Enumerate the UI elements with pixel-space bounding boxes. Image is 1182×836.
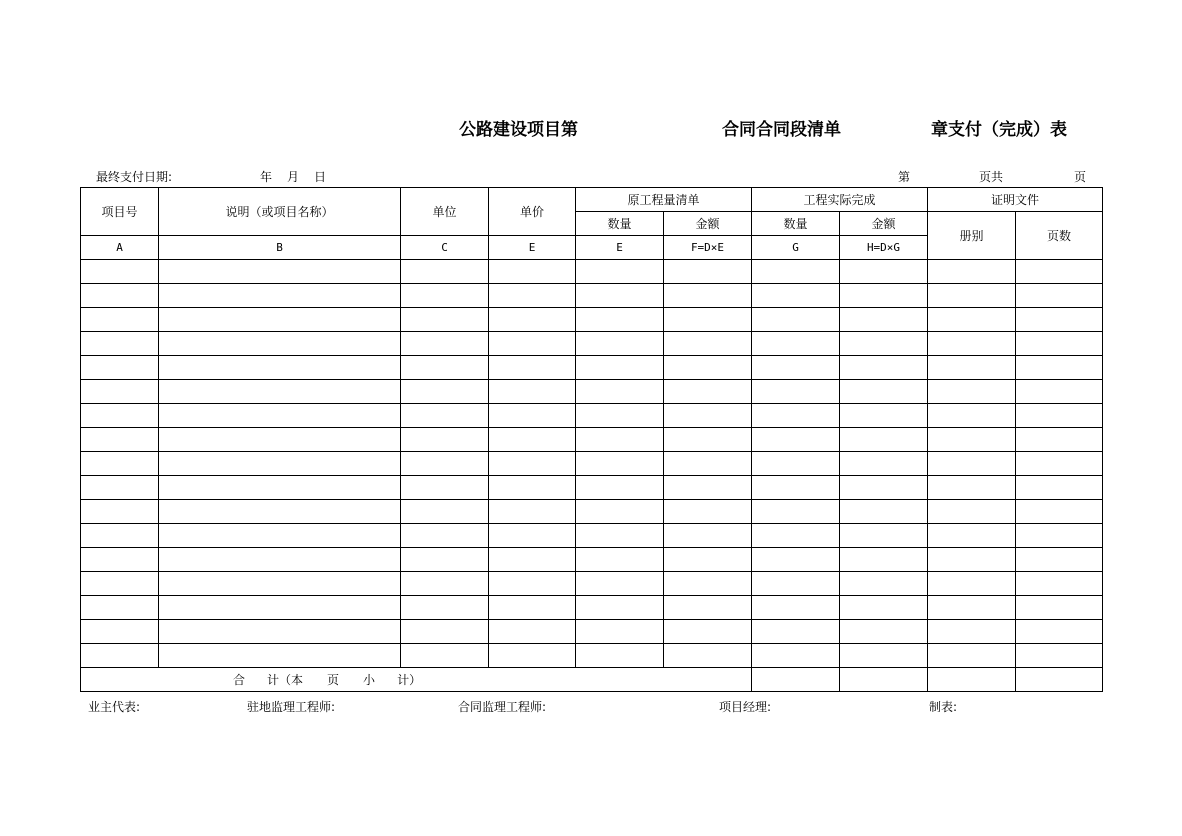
table-cell[interactable] [664,404,752,428]
table-cell[interactable] [840,500,928,524]
table-cell[interactable] [576,260,664,284]
subtotal-text-c2: 计（本 [267,673,304,687]
table-cell[interactable] [928,284,1016,308]
table-cell[interactable] [928,524,1016,548]
subtotal-label [81,668,752,692]
table-cell[interactable] [840,332,928,356]
table-row [81,500,1103,524]
table-cell[interactable] [489,428,576,452]
table-row [81,548,1103,572]
table-cell[interactable] [1016,428,1103,452]
table-cell[interactable] [1016,596,1103,620]
table-cell[interactable] [752,284,840,308]
table-cell[interactable] [928,476,1016,500]
table-cell[interactable] [159,644,401,668]
header-original-bill: 原工程量清单 [576,188,752,212]
table-cell[interactable] [159,308,401,332]
table-cell[interactable] [81,284,159,308]
header-unit-price: 单价 [489,188,576,236]
table-cell[interactable] [1016,476,1103,500]
code-b: B [159,236,401,260]
table-cell[interactable] [489,404,576,428]
table-cell[interactable] [401,644,489,668]
table-cell[interactable] [401,548,489,572]
table-cell[interactable] [664,524,752,548]
table-cell[interactable] [752,476,840,500]
title-part-3: 章支付（完成）表 [931,120,1067,140]
table-cell[interactable] [159,620,401,644]
header-proof-docs: 证明文件 [928,188,1103,212]
subtotal-text-c1: 合 [233,673,246,687]
code-e: E [576,236,664,260]
table-row [81,308,1103,332]
subtotal-text-c5: 计） [397,673,422,687]
table-cell[interactable] [159,524,401,548]
table-cell[interactable] [159,500,401,524]
table-cell[interactable] [840,356,928,380]
table-cell[interactable] [840,644,928,668]
table-cell[interactable] [576,500,664,524]
table-cell[interactable] [81,476,159,500]
table-cell[interactable] [840,260,928,284]
month-label: 月 [287,170,300,184]
day-label: 日 [314,170,327,184]
table-cell[interactable] [840,404,928,428]
table-cell[interactable] [81,356,159,380]
table-cell[interactable] [159,428,401,452]
table-cell[interactable] [928,428,1016,452]
table-cell[interactable] [752,620,840,644]
table-cell[interactable] [1016,308,1103,332]
table-cell[interactable] [928,356,1016,380]
table-cell[interactable] [489,596,576,620]
code-f: F=D×E [664,236,752,260]
table-cell[interactable] [928,260,1016,284]
table-cell[interactable] [576,524,664,548]
table-cell[interactable] [664,596,752,620]
title-part-1: 公路建设项目第 [459,120,578,140]
table-cell[interactable] [489,260,576,284]
header-actual-complete: 工程实际完成 [752,188,928,212]
subtotal-cell[interactable] [1016,668,1103,692]
table-cell[interactable] [1016,644,1103,668]
header-orig-amount: 金额 [664,212,752,236]
table-cell[interactable] [489,284,576,308]
table-cell[interactable] [576,404,664,428]
table-cell[interactable] [752,260,840,284]
table-cell[interactable] [401,452,489,476]
table-cell[interactable] [664,500,752,524]
table-row [81,476,1103,500]
subtotal-cell[interactable] [752,668,840,692]
table-cell[interactable] [840,380,928,404]
table-row [81,380,1103,404]
table-cell[interactable] [401,428,489,452]
resident-engineer-label: 驻地监理工程师: [247,700,336,714]
header-item-no: 项目号 [81,188,159,236]
table-cell[interactable] [664,260,752,284]
contract-engineer-label: 合同监理工程师: [458,700,547,714]
table-cell[interactable] [81,308,159,332]
table-row [81,620,1103,644]
table-cell[interactable] [159,572,401,596]
table-cell[interactable] [664,428,752,452]
date-label: 最终支付日期: [96,170,173,184]
table-cell[interactable] [81,380,159,404]
table-row [81,644,1103,668]
table-cell[interactable] [489,572,576,596]
table-row [81,428,1103,452]
header-actual-qty: 数量 [752,212,840,236]
subtotal-cell[interactable] [928,668,1016,692]
table-cell[interactable] [576,428,664,452]
table-cell[interactable] [81,596,159,620]
code-h: H=D×G [840,236,928,260]
table-cell[interactable] [159,380,401,404]
table-cell[interactable] [81,524,159,548]
table-cell[interactable] [664,308,752,332]
table-cell[interactable] [81,500,159,524]
table-cell[interactable] [576,644,664,668]
table-cell[interactable] [928,332,1016,356]
header-description: 说明（或项目名称） [159,188,401,236]
table-cell[interactable] [664,548,752,572]
table-cell[interactable] [489,476,576,500]
page-number-label: 第 [898,170,911,184]
table-cell[interactable] [840,284,928,308]
header-row-1 [81,188,1103,212]
year-label: 年 [260,170,273,184]
table-row [81,452,1103,476]
table-cell[interactable] [1016,548,1103,572]
table-cell[interactable] [489,524,576,548]
table-cell[interactable] [664,644,752,668]
table-cell[interactable] [664,332,752,356]
table-row [81,356,1103,380]
table-cell[interactable] [664,284,752,308]
table-row [81,260,1103,284]
table-cell[interactable] [401,308,489,332]
table-cell[interactable] [664,620,752,644]
table-cell[interactable] [159,356,401,380]
table-cell[interactable] [576,572,664,596]
table-cell[interactable] [159,476,401,500]
owner-representative-label: 业主代表: [88,700,141,714]
header-pages: 页数 [1016,212,1103,260]
table-cell[interactable] [664,572,752,596]
table-cell[interactable] [576,620,664,644]
table-cell[interactable] [489,380,576,404]
table-row [81,524,1103,548]
table-cell[interactable] [489,644,576,668]
title-part-2: 合同合同段清单 [722,120,841,140]
table-cell[interactable] [81,452,159,476]
table-cell[interactable] [81,572,159,596]
table-cell[interactable] [752,548,840,572]
table-cell[interactable] [752,356,840,380]
table-row [81,572,1103,596]
table-cell[interactable] [840,524,928,548]
table-cell[interactable] [752,452,840,476]
table-cell[interactable] [401,476,489,500]
table-cell[interactable] [664,476,752,500]
table-cell[interactable] [489,548,576,572]
table-cell[interactable] [928,500,1016,524]
page-total-label: 页共 [979,170,1004,184]
table-cell[interactable] [159,284,401,308]
table-cell[interactable] [840,572,928,596]
table-cell[interactable] [1016,380,1103,404]
table-cell[interactable] [401,596,489,620]
table-cell[interactable] [159,332,401,356]
table-cell[interactable] [840,476,928,500]
table-cell[interactable] [401,620,489,644]
table-cell[interactable] [1016,620,1103,644]
table-cell[interactable] [489,356,576,380]
header-orig-qty: 数量 [576,212,664,236]
table-cell[interactable] [664,452,752,476]
table-cell[interactable] [752,380,840,404]
table-cell[interactable] [928,620,1016,644]
table-cell[interactable] [1016,524,1103,548]
table-cell[interactable] [1016,572,1103,596]
table-cell[interactable] [159,404,401,428]
table-cell[interactable] [928,644,1016,668]
page-end-label: 页 [1074,170,1087,184]
table-cell[interactable] [928,548,1016,572]
header-volume: 册别 [928,212,1016,260]
table-row [81,332,1103,356]
table-cell[interactable] [664,356,752,380]
table-cell[interactable] [159,548,401,572]
code-a: A [81,236,159,260]
table-cell[interactable] [159,596,401,620]
table-cell[interactable] [664,380,752,404]
table-cell[interactable] [752,500,840,524]
table-cell[interactable] [489,332,576,356]
table-cell[interactable] [752,596,840,620]
table-cell[interactable] [576,332,664,356]
header-unit: 单位 [401,188,489,236]
table-cell[interactable] [401,404,489,428]
table-cell[interactable] [1016,260,1103,284]
project-manager-label: 项目经理: [719,700,772,714]
table-cell[interactable] [1016,404,1103,428]
code-d: E [489,236,576,260]
table-cell[interactable] [576,548,664,572]
table-cell[interactable] [752,428,840,452]
table-cell[interactable] [81,644,159,668]
code-c: C [401,236,489,260]
table-cell[interactable] [81,332,159,356]
table-cell[interactable] [752,524,840,548]
table-cell[interactable] [81,620,159,644]
payment-table [80,187,1103,692]
table-cell[interactable] [81,404,159,428]
table-cell[interactable] [840,548,928,572]
table-cell[interactable] [1016,500,1103,524]
subtotal-text-c4: 小 [363,673,376,687]
table-row [81,404,1103,428]
table-cell[interactable] [752,572,840,596]
table-cell[interactable] [1016,332,1103,356]
table-cell[interactable] [840,596,928,620]
table-row [81,596,1103,620]
table-cell[interactable] [401,284,489,308]
table-cell[interactable] [840,452,928,476]
table-cell[interactable] [576,380,664,404]
table-cell[interactable] [1016,356,1103,380]
table-cell[interactable] [576,284,664,308]
table-cell[interactable] [401,260,489,284]
table-cell[interactable] [1016,284,1103,308]
table-cell[interactable] [1016,452,1103,476]
table-cell[interactable] [159,452,401,476]
table-cell[interactable] [840,308,928,332]
table-cell[interactable] [159,260,401,284]
table-cell[interactable] [752,404,840,428]
table-cell[interactable] [401,572,489,596]
table-cell[interactable] [81,260,159,284]
table-cell[interactable] [401,524,489,548]
table-cell[interactable] [928,572,1016,596]
table-cell[interactable] [752,308,840,332]
table-cell[interactable] [752,332,840,356]
table-cell[interactable] [576,356,664,380]
table-cell[interactable] [489,452,576,476]
table-cell[interactable] [576,452,664,476]
subtotal-cell[interactable] [840,668,928,692]
table-cell[interactable] [928,404,1016,428]
table-cell[interactable] [752,644,840,668]
table-cell[interactable] [81,428,159,452]
table-cell[interactable] [840,620,928,644]
table-row [81,284,1103,308]
prepared-by-label: 制表: [929,700,958,714]
table-cell[interactable] [576,308,664,332]
table-cell[interactable] [401,332,489,356]
subtotal-row [81,668,1103,692]
table-cell[interactable] [401,380,489,404]
header-actual-amount: 金额 [840,212,928,236]
table-cell[interactable] [401,500,489,524]
table-cell[interactable] [401,356,489,380]
table-cell[interactable] [840,428,928,452]
table-cell[interactable] [81,548,159,572]
table-cell[interactable] [576,596,664,620]
table-cell[interactable] [576,476,664,500]
code-g: G [752,236,840,260]
subtotal-text-c3: 页 [327,673,340,687]
table-cell[interactable] [928,596,1016,620]
table-cell[interactable] [489,308,576,332]
table-cell[interactable] [489,500,576,524]
table-cell[interactable] [928,308,1016,332]
table-cell[interactable] [489,620,576,644]
table-cell[interactable] [928,380,1016,404]
table-cell[interactable] [928,452,1016,476]
